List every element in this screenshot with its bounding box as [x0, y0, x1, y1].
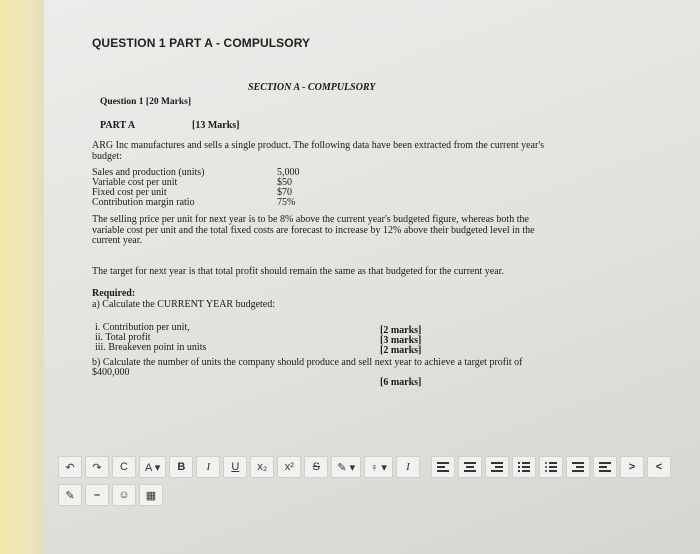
budget-row-label: Variable cost per unit — [92, 177, 178, 188]
budget-row-value: $50 — [277, 177, 292, 188]
budget-row — [92, 167, 342, 177]
copy-format-icon: C — [120, 461, 128, 473]
align-right-button[interactable] — [485, 456, 509, 478]
budget-row-value: 5,000 — [277, 167, 300, 178]
budget-row — [92, 197, 342, 207]
align-center-icon — [464, 462, 476, 472]
target-paragraph: The target for next year is that total profit should remain the same as that budgeted for the current year. — [92, 266, 504, 277]
list-item: iii. Breakeven point in units — [95, 342, 207, 353]
part-b-instruction: b) Calculate the number of units the company should produce and sell next year to achieve a target profit of $400,000 — [92, 357, 523, 378]
clear-format-button[interactable] — [396, 456, 420, 478]
list-item: ii. Total profit — [95, 332, 151, 343]
edit-button[interactable] — [58, 484, 82, 506]
ordered-list-button[interactable] — [512, 456, 536, 478]
redo-button[interactable] — [85, 456, 109, 478]
font-color-icon: A ▾ — [145, 461, 161, 474]
outdent-button[interactable] — [593, 456, 617, 478]
bullet-list-button[interactable] — [539, 456, 563, 478]
editor-toolbar — [58, 455, 698, 517]
insert-table-button[interactable] — [139, 484, 163, 506]
horizontal-rule-button[interactable] — [85, 484, 109, 506]
copy-format-button[interactable] — [112, 456, 136, 478]
underline-button[interactable] — [223, 456, 247, 478]
paint-brush-icon: ✎ ▾ — [337, 461, 356, 474]
ltr-button[interactable] — [620, 456, 644, 478]
toolbar-row-1 — [58, 455, 674, 479]
budget-row — [92, 177, 342, 187]
paint-button[interactable] — [331, 456, 361, 478]
indent-button[interactable] — [566, 456, 590, 478]
part-b-marks: [6 marks] — [380, 377, 422, 388]
undo-button[interactable] — [58, 456, 82, 478]
marks-label: [2 marks] — [380, 345, 422, 356]
question-header: QUESTION 1 PART A - COMPULSORY — [92, 36, 311, 50]
budget-row-value: 75% — [277, 197, 296, 208]
pencil-icon: ✎ — [65, 489, 75, 502]
marks-label: [2 marks] — [380, 325, 422, 336]
question-number: Question 1 [20 Marks] — [100, 97, 192, 107]
part-a-label: PART A — [100, 120, 136, 131]
list-item: i. Contribution per unit, — [95, 322, 190, 333]
subscript-icon: x₂ — [257, 461, 268, 473]
underline-icon: U — [231, 461, 240, 473]
budget-data-table — [92, 167, 342, 207]
highlight-button[interactable] — [364, 456, 393, 478]
undo-icon: ↶ — [65, 461, 75, 474]
superscript-icon: x² — [284, 461, 294, 473]
redo-icon: ↷ — [92, 461, 102, 474]
clear-format-icon: I — [406, 461, 410, 473]
italic-icon: I — [206, 461, 211, 473]
toolbar-row-2 — [58, 483, 166, 507]
subscript-button[interactable] — [250, 456, 274, 478]
ltr-icon: > — [628, 461, 636, 473]
bold-button[interactable] — [169, 456, 193, 478]
italic-button[interactable] — [196, 456, 220, 478]
strikethrough-button[interactable] — [304, 456, 328, 478]
section-title: SECTION A - COMPULSORY — [248, 82, 376, 93]
horizontal-rule-icon: – — [93, 489, 101, 501]
marks-column — [380, 325, 421, 355]
bold-icon: B — [177, 461, 186, 473]
required-heading: Required: — [92, 288, 136, 299]
forecast-paragraph: The selling price per unit for next year is to be 8% above the current year's budgeted figure, whereas both the variable cost per unit and the total fixed costs are forecast to increase by 12% above their budgeted level in the current year. — [92, 214, 535, 246]
emoji-icon: ☺ — [118, 489, 130, 501]
align-center-button[interactable] — [458, 456, 482, 478]
budget-row-label: Sales and production (units) — [92, 167, 205, 178]
table-icon: ▦ — [145, 489, 157, 502]
budget-row-label: Contribution margin ratio — [92, 197, 195, 208]
strikethrough-icon: S — [312, 461, 320, 473]
align-right-icon — [491, 462, 503, 472]
part-a-instruction: a) Calculate the CURRENT YEAR budgeted: — [92, 299, 276, 310]
highlight-icon: ♀ ▾ — [370, 461, 387, 474]
budget-row-value: $70 — [277, 187, 292, 198]
ordered-list-icon — [518, 462, 530, 472]
font-color-button[interactable] — [139, 456, 166, 478]
intro-paragraph: ARG Inc manufactures and sells a single product. The following data have been extracted from the current year's budget: — [92, 140, 545, 162]
budget-row-label: Fixed cost per unit — [92, 187, 167, 198]
align-left-icon — [437, 462, 449, 472]
rtl-button[interactable] — [647, 456, 671, 478]
indent-icon — [572, 462, 584, 472]
align-left-button[interactable] — [431, 456, 455, 478]
part-a-marks: [13 Marks] — [192, 120, 240, 131]
requirement-list — [95, 322, 206, 352]
superscript-button[interactable] — [277, 456, 301, 478]
budget-row — [92, 187, 342, 197]
bullet-list-icon — [545, 462, 557, 472]
marks-label: [3 marks] — [380, 335, 422, 346]
emoji-button[interactable] — [112, 484, 136, 506]
rtl-icon: < — [655, 461, 663, 473]
outdent-icon — [599, 462, 611, 472]
